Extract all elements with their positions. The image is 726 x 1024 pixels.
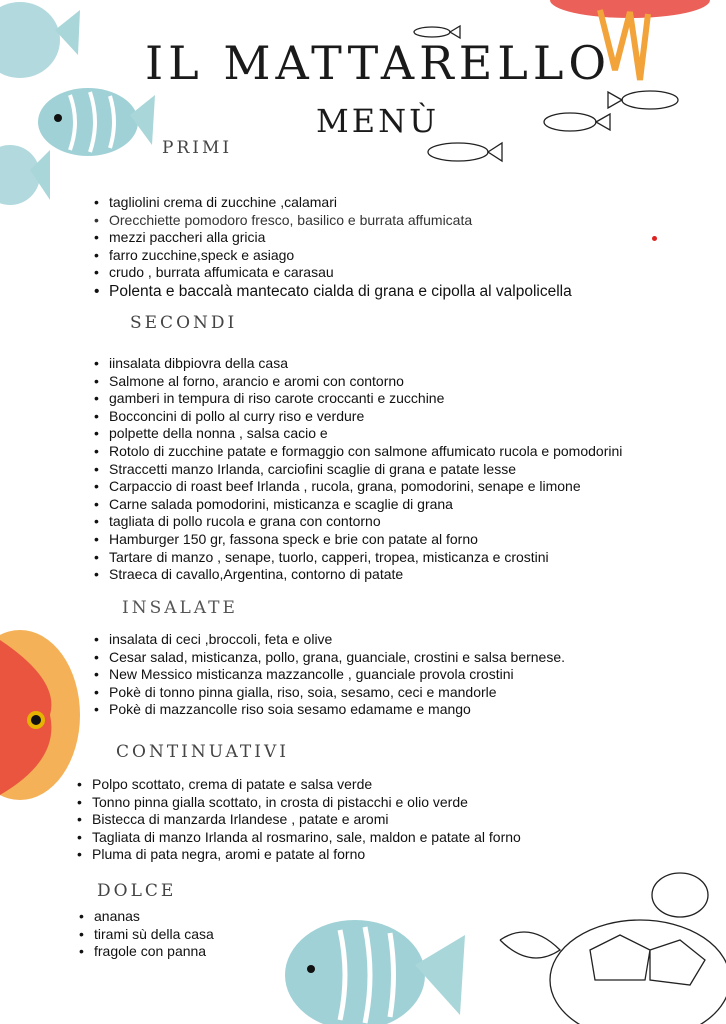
list-item: • tagliata di pollo rucola e grana con contorno — [94, 513, 622, 531]
list-item: • crudo , burrata affumicata e carasau — [94, 264, 572, 282]
list-item: • farro zucchine,speck e asiago — [94, 247, 572, 265]
list-item: • iinsalata dibpiovra della casa — [94, 355, 622, 373]
list-item: • Rotolo di zucchine patate e formaggio con salmone affumicato rucola e pomodorini — [94, 443, 622, 461]
list-item: • mezzi paccheri alla gricia — [94, 229, 572, 247]
dolce-list — [79, 908, 214, 961]
restaurant-title: IL MATTARELLO — [145, 36, 612, 90]
red-dot-decoration — [652, 236, 657, 241]
primi-list — [94, 194, 572, 301]
list-item: • Carpaccio di roast beef Irlanda , rucola, grana, pomodorini, senape e limone — [94, 478, 622, 496]
sea-turtle-sketch — [490, 860, 726, 1024]
list-item: • tagliolini crema di zucchine ,calamari — [94, 194, 572, 212]
list-item: • gamberi in tempura di riso carote croccanti e zucchine — [94, 390, 622, 408]
list-item: • Straeca di cavallo,Argentina, contorno di patate — [94, 566, 622, 584]
secondi-list — [94, 355, 622, 584]
list-item: • Salmone al forno, arancio e aromi con contorno — [94, 373, 622, 391]
list-item: • Bistecca di manzarda Irlandese , patate e aromi — [77, 811, 521, 829]
list-item: • Carne salada pomodorini, misticanza e scaglie di grana — [94, 496, 622, 514]
list-item: • Orecchiette pomodoro fresco, basilico e burrata affumicata — [94, 212, 572, 230]
list-item: • Bocconcini di pollo al curry riso e verdure — [94, 408, 622, 426]
list-item: • ananas — [79, 908, 214, 926]
list-item: • Tartare di manzo , senape, tuorlo, capperi, tropea, misticanza e crostini — [94, 549, 622, 567]
section-heading-primi: PRIMI — [162, 138, 233, 158]
list-item: • Polenta e baccalà mantecato cialda di grana e cipolla al valpolicella — [94, 283, 572, 301]
section-heading-continuativi: CONTINUATIVI — [116, 742, 289, 762]
list-item: • Tagliata di manzo Irlanda al rosmarino, sale, maldon e patate al forno — [77, 829, 521, 847]
section-heading-dolce: DOLCE — [97, 881, 177, 901]
blue-fish-illustration-bottom — [285, 905, 485, 1024]
list-item: • polpette della nonna , salsa cacio e — [94, 425, 622, 443]
list-item: • Polpo scottato, crema di patate e salsa verde — [77, 776, 521, 794]
list-item: • Straccetti manzo Irlanda, carciofini scaglie di grana e patate lesse — [94, 461, 622, 479]
insalate-list — [94, 631, 565, 719]
list-item: • Pluma di pata negra, aromi e patate al forno — [77, 846, 521, 864]
list-item: • Tonno pinna gialla scottato, in crosta di pistacchi e olio verde — [77, 794, 521, 812]
blue-fish-illustration-top-left — [0, 0, 160, 220]
list-item: • Pokè di mazzancolle riso soia sesamo edamame e mango — [94, 701, 565, 719]
list-item: • tirami sù della casa — [79, 926, 214, 944]
menu-title: MENÙ — [316, 102, 440, 140]
list-item: • Pokè di tonno pinna gialla, riso, soia, sesamo, ceci e mandorle — [94, 684, 565, 702]
section-heading-insalate: INSALATE — [122, 598, 238, 618]
section-heading-secondi: SECONDI — [130, 313, 238, 333]
list-item: • insalata di ceci ,broccoli, feta e olive — [94, 631, 565, 649]
list-item: • New Messico misticanza mazzancolle , guanciale provola crostini — [94, 666, 565, 684]
list-item: • Cesar salad, misticanza, pollo, grana, guanciale, crostini e salsa bernese. — [94, 649, 565, 667]
list-item: • fragole con panna — [79, 943, 214, 961]
list-item: • Hamburger 150 gr, fassona speck e brie con patate al forno — [94, 531, 622, 549]
continuativi-list — [77, 776, 521, 864]
